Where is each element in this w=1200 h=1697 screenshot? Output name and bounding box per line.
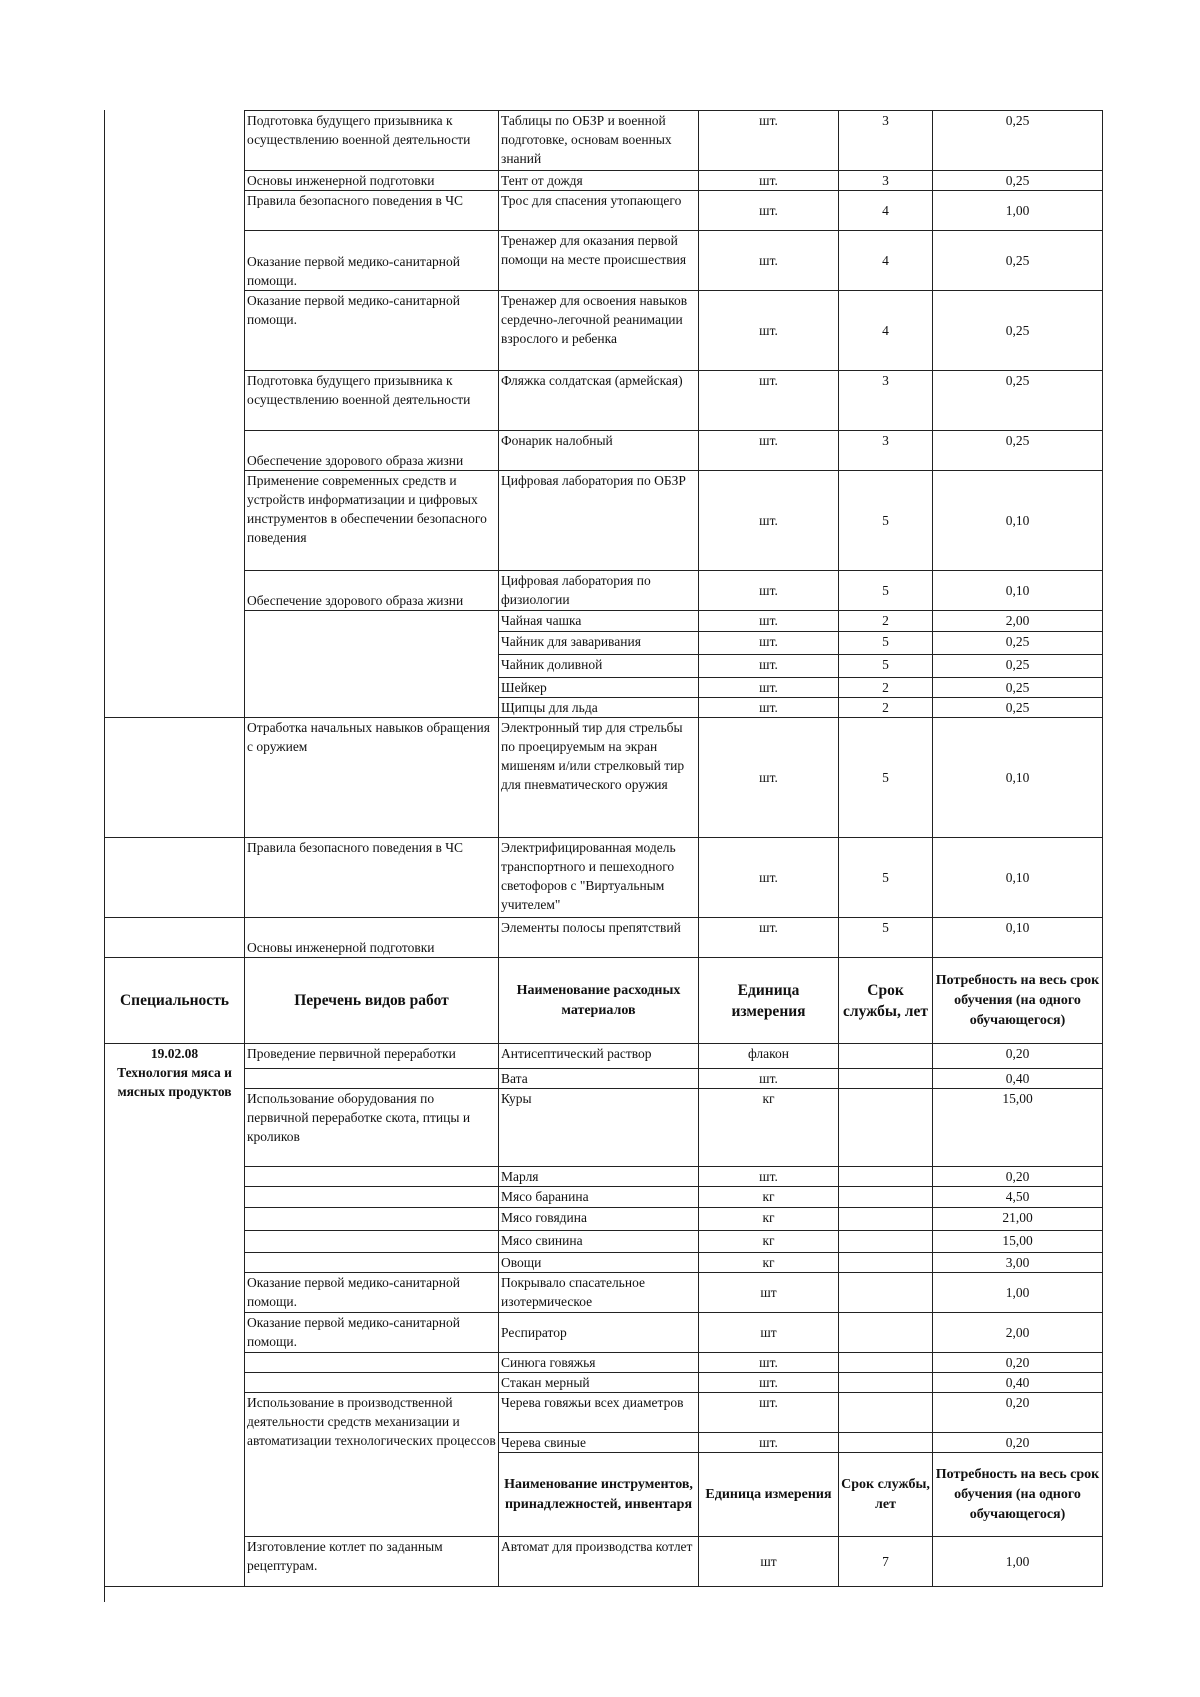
unit-cell: шт. [699,371,839,431]
term-cell: 3 [839,431,933,471]
need-cell: 0,20 [933,1433,1103,1453]
work-cell: Подготовка будущего призывника к осуществлению военной деятельности [245,371,499,431]
unit-cell: шт. [699,718,839,838]
term-cell [839,1373,933,1393]
term-cell: 5 [839,571,933,611]
header-unit: Единица измерения [699,958,839,1044]
need-cell: 0,25 [933,431,1103,471]
term-cell: 4 [839,191,933,231]
term-cell [839,1069,933,1089]
need-cell: 0,20 [933,1393,1103,1433]
spec-cell-empty [105,918,245,958]
name-cell: Автомат для производства котлет [499,1537,699,1587]
table-row [105,1393,1103,1433]
table-row [105,1187,1103,1208]
term-cell: 7 [839,1537,933,1587]
table-row [105,1273,1103,1313]
name-cell: Тренажер для освоения навыков сердечно-легочной реанимации взрослого и ребенка [499,291,699,371]
term-cell: 5 [839,471,933,571]
header-term: Срок службы, лет [839,1453,933,1537]
name-cell: Щипцы для льда [499,698,699,718]
term-cell [839,1273,933,1313]
work-cell [245,1353,499,1373]
term-cell: 4 [839,291,933,371]
need-cell: 0,25 [933,371,1103,431]
table-header-row [105,958,1103,1044]
term-cell: 2 [839,611,933,632]
name-cell: Синюга говяжья [499,1353,699,1373]
unit-cell: шт. [699,231,839,291]
work-cell [245,1069,499,1089]
table-row [105,1313,1103,1353]
name-cell: Тент от дождя [499,171,699,191]
unit-cell: шт [699,1537,839,1587]
work-cell: Основы инженерной подготовки [245,918,499,958]
need-cell: 0,25 [933,111,1103,171]
header-work-types: Перечень видов работ [245,958,499,1044]
table-row [105,471,1103,571]
table-row [105,1231,1103,1253]
name-cell: Черева говяжьи всех диаметров [499,1393,699,1433]
name-cell: Чайник доливной [499,655,699,678]
need-cell: 0,20 [933,1353,1103,1373]
work-cell [245,1187,499,1208]
table-row [105,1353,1103,1373]
specialty-code: 19.02.08 [150,1046,199,1061]
need-cell: 0,25 [933,291,1103,371]
work-cell: Проведение первичной переработки [245,1044,499,1069]
name-cell: Покрывало спасательное изотермическое [499,1273,699,1313]
table-row [105,1208,1103,1231]
table-row [105,371,1103,431]
work-cell: Использование в производственной деятельности средств механизации и автоматизации технологических процессов [245,1393,499,1537]
need-cell: 0,10 [933,838,1103,918]
name-cell: Стакан мерный [499,1373,699,1393]
work-cell: Обеспечение здорового образа жизни [245,571,499,611]
unit-cell: шт. [699,1433,839,1453]
header-unit: Единица измерения [699,1453,839,1537]
work-cell: Оказание первой медико-санитарной помощи. [245,1313,499,1353]
name-cell: Овощи [499,1253,699,1273]
unit-cell: шт [699,1273,839,1313]
table-row [105,191,1103,231]
term-cell [839,1167,933,1187]
name-cell: Мясо говядина [499,1208,699,1231]
table-row [105,1537,1103,1587]
name-cell: Тренажер для оказания первой помощи на месте происшествия [499,231,699,291]
need-cell: 0,25 [933,655,1103,678]
spec-cell-empty [105,838,245,918]
unit-cell: кг [699,1089,839,1167]
need-cell: 1,00 [933,1537,1103,1587]
work-cell: Применение современных средств и устройств информатизации и цифровых инструментов в обеспечении безопасного поведения [245,471,499,571]
term-cell [839,1253,933,1273]
term-cell [839,1231,933,1253]
name-cell: Чайная чашка [499,611,699,632]
term-cell: 3 [839,111,933,171]
name-cell: Фляжка солдатская (армейская) [499,371,699,431]
table-row [105,838,1103,918]
work-cell: Правила безопасного поведения в ЧС [245,838,499,918]
name-cell: Трос для спасения утопающего [499,191,699,231]
unit-cell: флакон [699,1044,839,1069]
table-row [105,1373,1103,1393]
need-cell: 0,10 [933,571,1103,611]
spec-cell-empty [105,718,245,838]
term-cell [839,1433,933,1453]
name-cell: Элементы полосы препятствий [499,918,699,958]
unit-cell: кг [699,1253,839,1273]
header-consumables-name: Наименование расходных материалов [499,958,699,1044]
equipment-table [104,110,1103,1587]
work-cell [245,1167,499,1187]
work-cell: Оказание первой медико-санитарной помощи. [245,1273,499,1313]
need-cell: 0,10 [933,471,1103,571]
name-cell: Электрифицированная модель транспортного и пешеходного светофоров с "Виртуальным учителем" [499,838,699,918]
term-cell: 5 [839,632,933,655]
unit-cell: шт. [699,571,839,611]
name-cell: Куры [499,1089,699,1167]
term-cell [839,1187,933,1208]
unit-cell: шт. [699,655,839,678]
term-cell: 2 [839,698,933,718]
unit-cell: шт. [699,698,839,718]
term-cell: 3 [839,371,933,431]
name-cell: Вата [499,1069,699,1089]
need-cell: 0,10 [933,718,1103,838]
table-row [105,611,1103,632]
specialty-cell [105,1044,245,1587]
work-cell: Отработка начальных навыков обращения с оружием [245,718,499,838]
term-cell: 2 [839,678,933,698]
term-cell: 5 [839,838,933,918]
unit-cell: шт. [699,1353,839,1373]
unit-cell: шт. [699,838,839,918]
name-cell: Фонарик налобный [499,431,699,471]
work-cell: Использование оборудования по первичной переработке скота, птицы и кроликов [245,1089,499,1167]
unit-cell: шт. [699,111,839,171]
specialty-title: Технология мяса и мясных продуктов [117,1065,232,1099]
unit-cell: кг [699,1187,839,1208]
table-row [105,231,1103,291]
need-cell: 2,00 [933,611,1103,632]
name-cell: Мясо свинина [499,1231,699,1253]
need-cell: 0,40 [933,1069,1103,1089]
unit-cell: шт. [699,431,839,471]
unit-cell: шт. [699,632,839,655]
term-cell: 5 [839,655,933,678]
work-cell: Оказание первой медико-санитарной помощи. [245,291,499,371]
name-cell: Марля [499,1167,699,1187]
need-cell: 2,00 [933,1313,1103,1353]
table-row [105,918,1103,958]
unit-cell: шт. [699,1167,839,1187]
name-cell: Мясо баранина [499,1187,699,1208]
term-cell [839,1089,933,1167]
unit-cell: шт. [699,171,839,191]
need-cell: 3,00 [933,1253,1103,1273]
table-row [105,1044,1103,1069]
need-cell: 0,10 [933,918,1103,958]
unit-cell: шт [699,1313,839,1353]
term-cell: 5 [839,718,933,838]
name-cell: Черева свиные [499,1433,699,1453]
table-row [105,1069,1103,1089]
table-row [105,1089,1103,1167]
header-need: Потребность на весь срок обучения (на одного обучающегося) [933,958,1103,1044]
need-cell: 0,25 [933,171,1103,191]
need-cell: 21,00 [933,1208,1103,1231]
spec-cell-empty [105,111,245,718]
header-term: Срок службы, лет [839,958,933,1044]
need-cell: 0,40 [933,1373,1103,1393]
unit-cell: шт. [699,918,839,958]
name-cell: Таблицы по ОБЗР и военной подготовке, основам военных знаний [499,111,699,171]
table-row [105,571,1103,611]
need-cell: 0,25 [933,678,1103,698]
need-cell: 0,20 [933,1044,1103,1069]
name-cell: Цифровая лаборатория по ОБЗР [499,471,699,571]
unit-cell: кг [699,1208,839,1231]
table-row [105,718,1103,838]
header-specialty: Специальность [105,958,245,1044]
table-row [105,171,1103,191]
table-row [105,1167,1103,1187]
name-cell: Чайник для заваривания [499,632,699,655]
need-cell: 0,25 [933,632,1103,655]
table-row [105,431,1103,471]
term-cell [839,1393,933,1433]
unit-cell: шт. [699,471,839,571]
name-cell: Антисептический раствор [499,1044,699,1069]
table-row [105,291,1103,371]
table-row [105,1253,1103,1273]
term-cell [839,1044,933,1069]
work-cell: Подготовка будущего призывника к осуществлению военной деятельности [245,111,499,171]
need-cell: 15,00 [933,1089,1103,1167]
unit-cell: шт. [699,611,839,632]
unit-cell: шт. [699,1393,839,1433]
name-cell: Цифровая лаборатория по физиологии [499,571,699,611]
unit-cell: шт. [699,1373,839,1393]
work-cell [245,1208,499,1231]
table-row [105,111,1103,171]
work-cell-empty [245,611,499,718]
unit-cell: шт. [699,291,839,371]
unit-cell: шт. [699,191,839,231]
term-cell [839,1208,933,1231]
term-cell: 4 [839,231,933,291]
need-cell: 0,25 [933,698,1103,718]
name-cell: Респиратор [499,1313,699,1353]
work-cell [245,1373,499,1393]
name-cell: Электронный тир для стрельбы по проецируемым на экран мишеням и/или стрелковый тир для пневматического оружия [499,718,699,838]
work-cell: Обеспечение здорового образа жизни [245,431,499,471]
need-cell: 1,00 [933,1273,1103,1313]
header-need: Потребность на весь срок обучения (на одного обучающегося) [933,1453,1103,1537]
unit-cell: шт. [699,678,839,698]
term-cell [839,1353,933,1373]
need-cell: 0,20 [933,1167,1103,1187]
need-cell: 4,50 [933,1187,1103,1208]
need-cell: 15,00 [933,1231,1103,1253]
work-cell [245,1253,499,1273]
term-cell [839,1313,933,1353]
header-tools-name: Наименование инструментов, принадлежностей, инвентаря [499,1453,699,1537]
term-cell: 5 [839,918,933,958]
need-cell: 1,00 [933,191,1103,231]
unit-cell: кг [699,1231,839,1253]
work-cell: Правила безопасного поведения в ЧС [245,191,499,231]
need-cell: 0,25 [933,231,1103,291]
name-cell: Шейкер [499,678,699,698]
work-cell [245,1231,499,1253]
unit-cell: шт. [699,1069,839,1089]
term-cell: 3 [839,171,933,191]
work-cell: Оказание первой медико-санитарной помощи. [245,231,499,291]
work-cell: Основы инженерной подготовки [245,171,499,191]
work-cell: Изготовление котлет по заданным рецептурам. [245,1537,499,1587]
